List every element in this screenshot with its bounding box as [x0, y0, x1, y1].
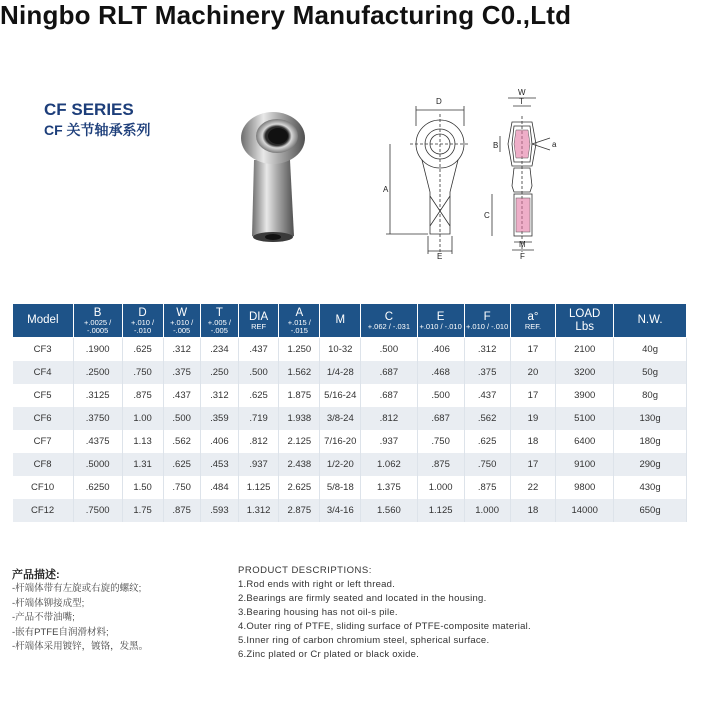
table-cell: 1.75: [122, 499, 163, 522]
table-cell: .875: [163, 499, 200, 522]
table-cell: 430g: [614, 476, 687, 499]
model-cell: CF12: [13, 499, 74, 522]
table-cell: .375: [163, 361, 200, 384]
table-cell: 1.50: [122, 476, 163, 499]
table-cell: .500: [163, 407, 200, 430]
table-cell: .406: [417, 338, 464, 362]
desc-cn-item: -杆端体带有左旋或右旋的螺纹;: [12, 583, 142, 594]
table-cell: 17: [510, 453, 556, 476]
dim-label-w: W: [518, 88, 526, 97]
table-cell: 3/4-16: [320, 499, 361, 522]
table-cell: .625: [464, 430, 510, 453]
table-cell: 7/16-20: [320, 430, 361, 453]
table-cell: 17: [510, 384, 556, 407]
table-cell: .500: [238, 361, 278, 384]
desc-en-list: [238, 578, 531, 661]
desc-en-item: 2.Bearings are firmly seated and located in the housing.: [238, 592, 487, 604]
table-cell: 14000: [556, 499, 614, 522]
table-cell: 18: [510, 430, 556, 453]
table-cell: 1.13: [122, 430, 163, 453]
table-cell: 1.125: [417, 499, 464, 522]
table-cell: 3900: [556, 384, 614, 407]
table-cell: 1.312: [238, 499, 278, 522]
table-cell: 19: [510, 407, 556, 430]
series-subtitle: CF 关节轴承系列: [44, 122, 151, 138]
model-cell: CF6: [13, 407, 74, 430]
table-cell: .7500: [73, 499, 122, 522]
table-cell: 80g: [614, 384, 687, 407]
table-cell: 290g: [614, 453, 687, 476]
model-cell: CF4: [13, 361, 74, 384]
col-header: C +.062 / -.031: [361, 304, 418, 338]
table-cell: .625: [122, 338, 163, 362]
model-cell: CF10: [13, 476, 74, 499]
spec-table: [12, 303, 687, 522]
table-cell: 9100: [556, 453, 614, 476]
table-cell: .875: [122, 384, 163, 407]
table-cell: .937: [361, 430, 418, 453]
table-cell: 1.375: [361, 476, 418, 499]
table-cell: 1.938: [279, 407, 320, 430]
table-cell: .3750: [73, 407, 122, 430]
model-cell: CF5: [13, 384, 74, 407]
dim-label-f: F: [520, 252, 525, 261]
table-cell: 5/8-18: [320, 476, 361, 499]
col-header: F +.010 / -.010: [464, 304, 510, 338]
table-cell: .500: [417, 384, 464, 407]
table-cell: .468: [417, 361, 464, 384]
dim-label-c: C: [484, 211, 490, 220]
table-cell: .687: [361, 361, 418, 384]
table-cell: .687: [361, 384, 418, 407]
table-cell: 1.125: [238, 476, 278, 499]
table-cell: .312: [163, 338, 200, 362]
table-cell: .812: [361, 407, 418, 430]
table-cell: 5100: [556, 407, 614, 430]
table-cell: .593: [200, 499, 238, 522]
table-cell: .484: [200, 476, 238, 499]
table-row: [13, 338, 687, 362]
table-cell: 1.000: [464, 499, 510, 522]
table-cell: .687: [417, 407, 464, 430]
desc-cn-item: -产品不带油嘴;: [12, 612, 75, 624]
table-cell: 10-32: [320, 338, 361, 362]
spec-table-body: [13, 338, 687, 523]
table-cell: 22: [510, 476, 556, 499]
table-cell: 1/2-20: [320, 453, 361, 476]
table-cell: .875: [464, 476, 510, 499]
table-cell: .312: [200, 384, 238, 407]
col-header: W +.010 / -.005: [163, 304, 200, 338]
table-cell: .625: [163, 453, 200, 476]
col-header: D +.010 / -.010: [122, 304, 163, 338]
table-cell: 3200: [556, 361, 614, 384]
series-title: CF SERIES: [44, 100, 134, 119]
table-cell: .562: [163, 430, 200, 453]
company-name: Ningbo RLT Machinery Manufacturing C0.,Ltd: [0, 0, 572, 30]
table-cell: .3125: [73, 384, 122, 407]
dim-label-e: E: [437, 252, 443, 261]
table-cell: .453: [200, 453, 238, 476]
table-cell: 50g: [614, 361, 687, 384]
table-row: [13, 384, 687, 407]
table-cell: 17: [510, 338, 556, 362]
table-cell: 1.31: [122, 453, 163, 476]
col-header: LOAD Lbs: [556, 304, 614, 338]
col-header: Model: [13, 304, 74, 338]
spec-table-header: [13, 304, 687, 338]
table-cell: 1.00: [122, 407, 163, 430]
desc-en-item: 6.Zinc plated or Cr plated or black oxide.: [238, 648, 420, 660]
col-header: N.W.: [614, 304, 687, 338]
col-header: E +.010 / -.010: [417, 304, 464, 338]
table-cell: .875: [417, 453, 464, 476]
desc-en-item: 1.Rod ends with right or left thread.: [238, 579, 396, 590]
table-cell: .500: [361, 338, 418, 362]
table-cell: 180g: [614, 430, 687, 453]
table-cell: 1.562: [279, 361, 320, 384]
table-cell: 1.062: [361, 453, 418, 476]
technical-drawing: [380, 86, 570, 261]
desc-en-title: PRODUCT DESCRIPTIONS:: [238, 565, 372, 576]
table-cell: 2.438: [279, 453, 320, 476]
col-header: A +.015 / -.015: [279, 304, 320, 338]
desc-cn-item: -杆端体采用镀锌，镀铬，发黑。: [12, 641, 149, 653]
table-row: [13, 361, 687, 384]
table-cell: .234: [200, 338, 238, 362]
table-cell: .2500: [73, 361, 122, 384]
table-cell: .437: [238, 338, 278, 362]
table-cell: 6400: [556, 430, 614, 453]
desc-cn-item: -嵌有PTFE自润滑材料;: [12, 626, 109, 638]
table-cell: 650g: [614, 499, 687, 522]
dim-label-a-angle: a: [552, 140, 557, 149]
table-cell: .625: [238, 384, 278, 407]
table-cell: .1900: [73, 338, 122, 362]
table-cell: .750: [163, 476, 200, 499]
table-cell: .406: [200, 430, 238, 453]
table-cell: 40g: [614, 338, 687, 362]
table-cell: 1.250: [279, 338, 320, 362]
desc-cn-item: -杆端体铆接成型;: [12, 597, 85, 609]
table-cell: .750: [122, 361, 163, 384]
col-header: M: [320, 304, 361, 338]
table-row: [13, 430, 687, 453]
table-cell: .6250: [73, 476, 122, 499]
col-header: T +.005 / -.005: [200, 304, 238, 338]
table-cell: .937: [238, 453, 278, 476]
table-cell: 1/4-28: [320, 361, 361, 384]
table-cell: 2100: [556, 338, 614, 362]
table-cell: 3/8-24: [320, 407, 361, 430]
desc-en-item: 3.Bearing housing has not oil-s pile.: [238, 606, 398, 618]
desc-en-item: 4.Outer ring of PTFE, sliding surface of PTFE-composite material.: [238, 620, 531, 632]
table-cell: .437: [163, 384, 200, 407]
table-cell: 130g: [614, 407, 687, 430]
table-cell: 1.560: [361, 499, 418, 522]
table-cell: 1.875: [279, 384, 320, 407]
table-cell: 20: [510, 361, 556, 384]
table-cell: 2.125: [279, 430, 320, 453]
col-header: DIA REF: [238, 304, 278, 338]
table-cell: 18: [510, 499, 556, 522]
table-cell: .4375: [73, 430, 122, 453]
dim-label-d: D: [436, 97, 442, 106]
table-cell: 5/16-24: [320, 384, 361, 407]
desc-en-item: 5.Inner ring of carbon chromium steel, spherical surface.: [238, 634, 490, 646]
table-cell: .437: [464, 384, 510, 407]
table-cell: .562: [464, 407, 510, 430]
table-cell: .5000: [73, 453, 122, 476]
desc-cn-title: 产品描述:: [12, 569, 60, 581]
model-cell: CF7: [13, 430, 74, 453]
table-row: [13, 476, 687, 499]
table-cell: .750: [417, 430, 464, 453]
dim-label-b: B: [493, 141, 499, 150]
table-row: [13, 453, 687, 476]
dim-label-a: A: [383, 185, 389, 194]
table-cell: 1.000: [417, 476, 464, 499]
table-cell: .375: [464, 361, 510, 384]
rod-end-photo: [232, 108, 314, 248]
dim-label-m: M: [519, 240, 526, 249]
col-header: a° REF.: [510, 304, 556, 338]
model-cell: CF3: [13, 338, 74, 362]
table-cell: .812: [238, 430, 278, 453]
table-cell: .719: [238, 407, 278, 430]
table-row: [13, 499, 687, 522]
desc-cn-list: [12, 582, 148, 655]
table-cell: 2.625: [279, 476, 320, 499]
col-header: B +.0025 / -.0005: [73, 304, 122, 338]
table-cell: .750: [464, 453, 510, 476]
table-cell: .359: [200, 407, 238, 430]
table-cell: 2.875: [279, 499, 320, 522]
table-cell: .250: [200, 361, 238, 384]
table-row: [13, 407, 687, 430]
table-cell: 9800: [556, 476, 614, 499]
table-cell: .312: [464, 338, 510, 362]
dim-label-t: T: [519, 97, 524, 106]
model-cell: CF8: [13, 453, 74, 476]
